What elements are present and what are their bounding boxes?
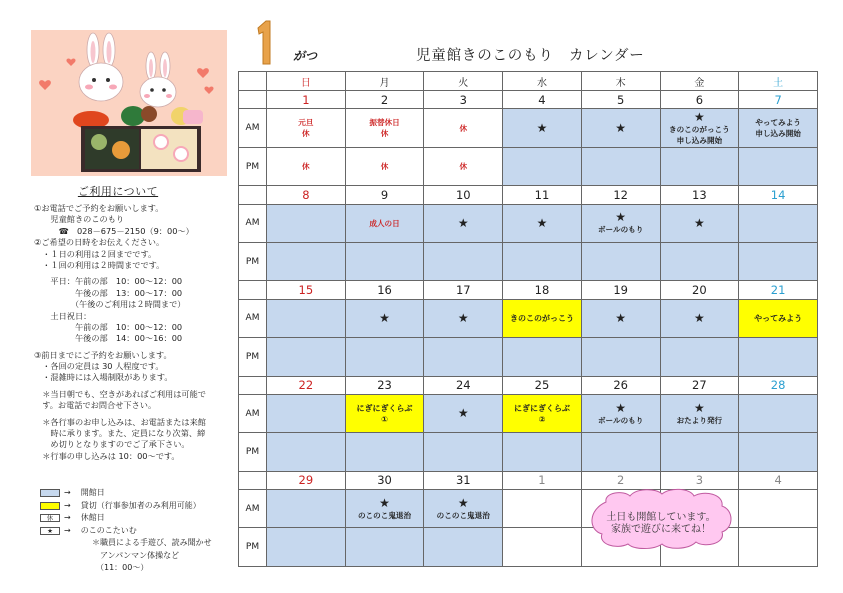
- usage-line: ①お電話でご予約をお願いします。: [34, 203, 164, 213]
- date-number: 4: [503, 91, 582, 109]
- notice-bubble-text: 土日も開館しています。 家族で遊びに来てね！: [606, 512, 716, 535]
- event-label: やってみよう: [755, 118, 801, 128]
- event-label: 休: [459, 162, 468, 172]
- usage-line: ＊当日朝でも、空きがあればご利用は可能で: [34, 388, 206, 399]
- pm-label: PM: [239, 433, 267, 471]
- day-slot-cell: [503, 528, 582, 567]
- usage-title: ご利用について: [77, 185, 159, 198]
- legend-open: → 開館日: [40, 487, 240, 500]
- day-slot-cell: [267, 433, 346, 471]
- day-slot-cell: [581, 299, 660, 337]
- day-slot-cell: [660, 299, 739, 337]
- event-label: 休: [459, 123, 468, 133]
- legend-charter-swatch: [40, 502, 60, 510]
- usage-line: 平日：午前の部 10：00～12：00: [34, 276, 183, 287]
- event-label: 申し込み開始: [755, 129, 801, 139]
- day-slot-cell: [660, 338, 739, 376]
- pm-row: [239, 338, 818, 376]
- day-slot-cell: [581, 147, 660, 185]
- legend-star-note-2: アンパンマン体操など: [92, 550, 180, 560]
- pm-row: [239, 243, 818, 281]
- day-slot-cell: [424, 299, 503, 337]
- am-label: AM: [239, 489, 267, 527]
- am-label: AM: [239, 204, 267, 242]
- weekday-header: 金: [660, 72, 739, 91]
- day-slot-cell: [345, 204, 424, 242]
- usage-line: 午前の部 10：00～12：00: [34, 321, 183, 332]
- usage-notes: [34, 203, 244, 462]
- event-label: 成人の日: [369, 218, 400, 228]
- star-icon: ★: [693, 109, 705, 124]
- calendar-title: 児童館きのこのもり カレンダー: [416, 48, 645, 64]
- event-label: のこのこ鬼退治: [436, 510, 490, 520]
- legend-closed: 休 → 休館日: [40, 512, 240, 525]
- day-slot-cell: [503, 489, 582, 527]
- date-number: 9: [345, 186, 424, 204]
- pm-label: PM: [239, 243, 267, 281]
- date-number: 3: [424, 91, 503, 109]
- event-label: おたより発行: [676, 415, 723, 425]
- usage-line: 児童館きのこのもり: [34, 214, 125, 225]
- legend-star-note-1: ＊職員による手遊び、読み聞かせ: [92, 538, 212, 547]
- date-number: 18: [503, 281, 582, 299]
- day-slot-cell: [581, 109, 660, 147]
- day-slot-cell: [345, 394, 424, 432]
- day-slot-cell: [345, 433, 424, 471]
- day-slot-cell: [739, 433, 818, 471]
- date-number: 3: [660, 471, 739, 489]
- day-slot-cell: [739, 528, 818, 567]
- usage-line: め切りとなりますのでご了承下さい。: [34, 439, 190, 450]
- usage-line: ・１回の利用は２時間までです。: [34, 259, 165, 270]
- date-row: [239, 91, 818, 109]
- date-number: 10: [424, 186, 503, 204]
- day-slot-cell: [503, 433, 582, 471]
- day-slot-cell: [267, 528, 346, 567]
- date-number: 8: [267, 186, 346, 204]
- date-row: [239, 471, 818, 489]
- star-icon: ★: [693, 215, 705, 230]
- am-row: [239, 204, 818, 242]
- day-slot-cell: [267, 489, 346, 527]
- day-slot-cell: [424, 489, 503, 527]
- day-slot-cell: [503, 299, 582, 337]
- date-number: 29: [267, 471, 346, 489]
- day-slot-cell: [424, 528, 503, 567]
- date-row: [239, 376, 818, 394]
- legend-closed-swatch: 休: [40, 514, 60, 522]
- event-label: 元旦: [298, 118, 314, 128]
- pm-row: [239, 147, 818, 185]
- star-icon: ★: [615, 400, 627, 415]
- date-number: 16: [345, 281, 424, 299]
- star-icon: ★: [457, 406, 469, 421]
- date-number: 12: [581, 186, 660, 204]
- star-icon: ★: [615, 210, 627, 225]
- day-slot-cell: [739, 109, 818, 147]
- day-slot-cell: [581, 243, 660, 281]
- date-number: 28: [739, 376, 818, 394]
- day-slot-cell: [267, 394, 346, 432]
- day-slot-cell: [503, 109, 582, 147]
- date-number: 30: [345, 471, 424, 489]
- am-row: [239, 109, 818, 147]
- am-row: [239, 394, 818, 432]
- date-number: 7: [739, 91, 818, 109]
- date-row-label: [239, 186, 267, 204]
- star-icon: ★: [615, 310, 627, 325]
- star-icon: ★: [536, 120, 548, 135]
- star-icon: ★: [379, 495, 390, 510]
- am-row: [239, 299, 818, 337]
- date-number: 22: [267, 376, 346, 394]
- legend-star-note-3: （11：00～）: [92, 563, 149, 572]
- event-label: きのこのがっこう: [668, 124, 730, 134]
- star-icon: ★: [536, 215, 548, 230]
- date-number: 2: [581, 471, 660, 489]
- day-slot-cell: [345, 109, 424, 147]
- event-label: 休: [302, 162, 310, 172]
- date-row: [239, 186, 818, 204]
- day-slot-cell: [739, 299, 818, 337]
- pm-row: [239, 433, 818, 471]
- date-row-label: [239, 376, 267, 394]
- date-number: 15: [267, 281, 346, 299]
- star-icon: ★: [457, 495, 469, 510]
- day-slot-cell: [660, 433, 739, 471]
- day-slot-cell: [660, 243, 739, 281]
- day-slot-cell: [424, 147, 503, 185]
- day-slot-cell: [345, 338, 424, 376]
- weekday-header: 火: [424, 72, 503, 91]
- day-slot-cell: [581, 433, 660, 471]
- day-slot-cell: [660, 109, 739, 147]
- day-slot-cell: [739, 489, 818, 527]
- date-number: 26: [581, 376, 660, 394]
- day-slot-cell: [424, 394, 503, 432]
- day-slot-cell: [739, 204, 818, 242]
- event-label: にぎにぎくらぶ: [513, 403, 570, 413]
- usage-line: ＊各行事のお申し込みは、お電話または来館: [34, 416, 206, 427]
- weekday-header: 水: [503, 72, 582, 91]
- date-number: 21: [739, 281, 818, 299]
- day-slot-cell: [503, 394, 582, 432]
- day-slot-cell: [581, 204, 660, 242]
- usage-line: ②ご希望の日時をお伝えください。: [34, 237, 165, 248]
- date-number: 25: [503, 376, 582, 394]
- day-slot-cell: [739, 338, 818, 376]
- day-slot-cell: [581, 338, 660, 376]
- star-icon: ★: [457, 215, 469, 230]
- day-slot-cell: [739, 243, 818, 281]
- usage-line: 土日祝日：: [34, 310, 92, 321]
- corner-cell: [239, 72, 267, 91]
- day-slot-cell: [503, 204, 582, 242]
- am-label: AM: [239, 299, 267, 337]
- event-label: やってみよう: [754, 313, 803, 323]
- am-label: AM: [239, 109, 267, 147]
- usage-line: 午後の部 13：00～17：00: [34, 287, 183, 298]
- day-slot-cell: [424, 204, 503, 242]
- weekday-header: 月: [345, 72, 424, 91]
- day-slot-cell: [267, 147, 346, 185]
- day-slot-cell: [739, 147, 818, 185]
- date-number: 31: [424, 471, 503, 489]
- event-label: 申し込み開始: [676, 135, 723, 145]
- event-label: ボールのもり: [597, 415, 644, 425]
- date-number: 1: [503, 471, 582, 489]
- day-slot-cell: [345, 243, 424, 281]
- date-number: 2: [345, 91, 424, 109]
- month-suffix: がつ: [293, 49, 318, 63]
- event-label: 振替休日: [369, 118, 400, 128]
- day-slot-cell: [267, 338, 346, 376]
- date-number: 5: [581, 91, 660, 109]
- event-label: のこのこ鬼退治: [357, 510, 412, 520]
- day-slot-cell: [660, 204, 739, 242]
- usage-line: ・各回の定員は 30 人程度です。: [34, 361, 164, 372]
- day-slot-cell: [345, 528, 424, 567]
- star-icon: ★: [457, 310, 469, 325]
- event-label: きのこのがっこう: [509, 313, 574, 323]
- day-slot-cell: [660, 147, 739, 185]
- star-icon: ★: [693, 310, 705, 325]
- date-number: 19: [581, 281, 660, 299]
- am-label: AM: [239, 394, 267, 432]
- date-number: 14: [739, 186, 818, 204]
- day-slot-cell: [424, 109, 503, 147]
- day-slot-cell: [345, 489, 424, 527]
- day-slot-cell: [424, 338, 503, 376]
- day-slot-cell: [345, 147, 424, 185]
- date-number: 1: [267, 91, 346, 109]
- date-number: 4: [739, 471, 818, 489]
- day-slot-cell: [267, 299, 346, 337]
- legend-charter: → 貸切（行事参加者のみ利用可能）: [40, 500, 240, 513]
- date-number: 24: [424, 376, 503, 394]
- date-row: [239, 281, 818, 299]
- day-slot-cell: [581, 394, 660, 432]
- usage-line: す。お電話でお問合せ下さい。: [34, 400, 157, 411]
- event-label: 休: [302, 129, 310, 139]
- pm-label: PM: [239, 338, 267, 376]
- usage-line: ・１日の利用は２回までです。: [34, 248, 157, 259]
- star-icon: ★: [40, 527, 60, 535]
- pm-label: PM: [239, 147, 267, 185]
- date-number: 6: [660, 91, 739, 109]
- day-slot-cell: [739, 394, 818, 432]
- usage-line: ☎ 028－675－2150（9：00～）: [34, 225, 194, 236]
- event-label: ②: [538, 414, 546, 424]
- star-icon: ★: [615, 120, 627, 135]
- date-number: 23: [345, 376, 424, 394]
- date-number: 20: [660, 281, 739, 299]
- date-row-label: [239, 91, 267, 109]
- legend-star: ★ → のこのこたいむ: [40, 525, 240, 538]
- usage-line: ＊行事の申し込みは 10：00～です。: [34, 450, 180, 461]
- event-label: 休: [380, 129, 389, 139]
- date-number: 13: [660, 186, 739, 204]
- event-label: ①: [381, 414, 388, 424]
- legend-open-swatch: [40, 489, 60, 497]
- day-slot-cell: [503, 147, 582, 185]
- day-slot-cell: [267, 109, 346, 147]
- weekday-header-row: [239, 72, 818, 91]
- usage-line: ・混雑時には入場制限があります。: [34, 372, 173, 383]
- weekday-header: 日: [267, 72, 346, 91]
- star-icon: ★: [379, 310, 390, 325]
- date-row-label: [239, 471, 267, 489]
- day-slot-cell: [503, 338, 582, 376]
- day-slot-cell: [267, 243, 346, 281]
- date-row-label: [239, 281, 267, 299]
- usage-line: ③前日までにご予約をお願いします。: [34, 349, 172, 360]
- legend: [40, 487, 240, 575]
- day-slot-cell: [503, 243, 582, 281]
- star-icon: ★: [693, 400, 705, 415]
- date-number: 27: [660, 376, 739, 394]
- weekday-header: 木: [581, 72, 660, 91]
- day-slot-cell: [660, 394, 739, 432]
- day-slot-cell: [424, 243, 503, 281]
- event-label: 休: [380, 162, 389, 172]
- day-slot-cell: [267, 204, 346, 242]
- day-slot-cell: [345, 299, 424, 337]
- event-label: ボールのもり: [597, 225, 644, 235]
- date-number: 17: [424, 281, 503, 299]
- month-number: [254, 18, 276, 68]
- usage-line: （午後のご利用は２時間まで）: [34, 299, 186, 310]
- usage-line: 時に承ります。また、定員になり次第、締: [34, 428, 206, 439]
- event-label: にぎにぎくらぶ: [356, 403, 413, 413]
- date-number: 11: [503, 186, 582, 204]
- pm-label: PM: [239, 528, 267, 567]
- day-slot-cell: [424, 433, 503, 471]
- weekday-header: 土: [739, 72, 818, 91]
- usage-line: 午後の部 14：00～16：00: [34, 333, 183, 344]
- bunny-osechi-illustration: [31, 30, 227, 176]
